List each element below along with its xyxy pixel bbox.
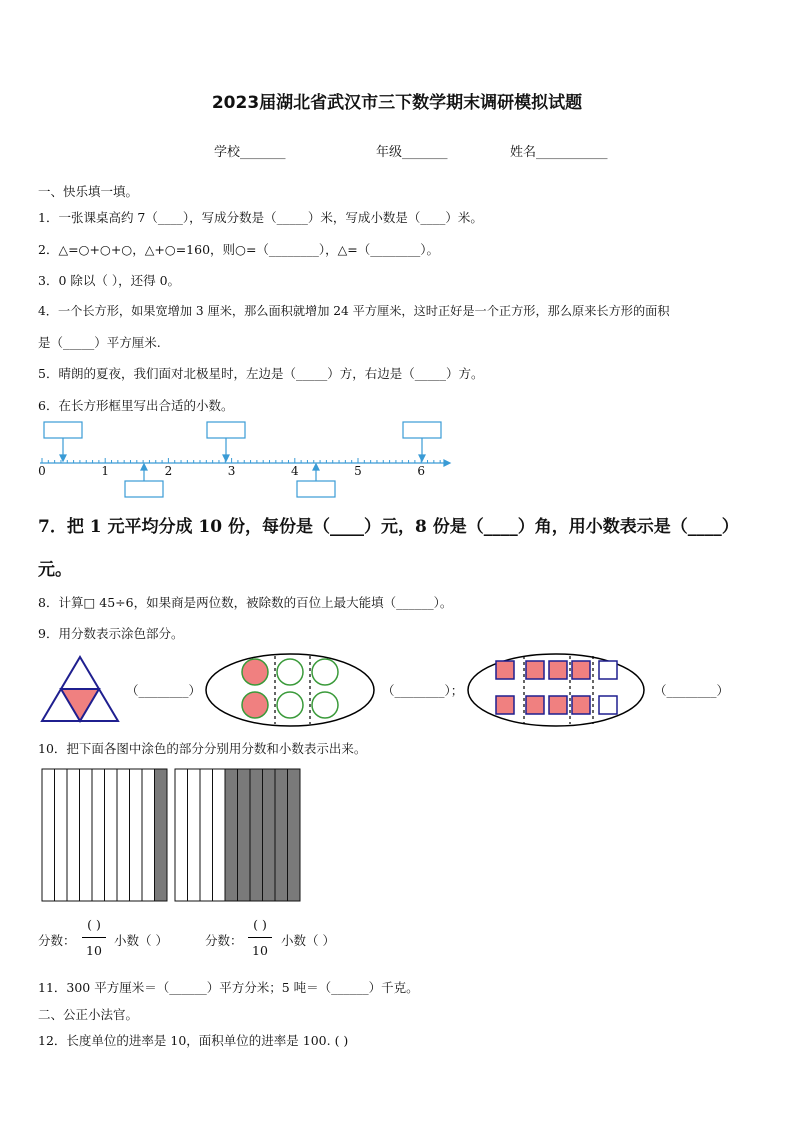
empty-circle [312,692,338,718]
answer-box[interactable] [125,481,163,497]
shaded-strip [288,769,301,901]
answer-box[interactable] [207,422,245,438]
shaded-strip [238,769,251,901]
answer-box[interactable] [297,481,335,497]
empty-strip [105,769,118,901]
section-1-heading: 一、快乐填一填。 [38,184,139,199]
fraction-bar-1 [82,937,106,938]
empty-strip [80,769,93,901]
arrow-head [223,455,229,461]
question-4-line-2: 是（_____）平方厘米. [38,335,161,350]
question-4-line-1: 4．一个长方形，如果宽增加 3 厘米，那么面积就增加 24 平方厘米，这时正好是一个正方形，那么原来长方形的面积 [38,304,670,318]
empty-circle [277,692,303,718]
answer-box[interactable] [403,422,441,438]
empty-strip [175,769,188,901]
shaded-strip [225,769,238,901]
section-2-heading: 二、公正小法官。 [38,1007,139,1022]
fraction-denominator-1: 10 [86,943,102,958]
empty-strip [213,769,226,901]
arrow-head [313,464,319,470]
shaded-circle [242,692,268,718]
empty-strip [130,769,143,901]
shaded-strip [275,769,288,901]
tick-label: 4 [290,464,299,478]
fraction-label-1: 分数： [38,933,76,948]
fraction-denominator-2: 10 [252,943,268,958]
question-10: 10．把下面各图中涂色的部分分别用分数和小数表示出来。 [38,741,367,756]
q9-blank-2[interactable]: （________）； [382,683,464,698]
q9-blank-1[interactable]: （________） [126,683,202,698]
shaded-circle [242,659,268,685]
fraction-label-2: 分数： [205,933,243,948]
empty-strip [142,769,155,901]
empty-strip [67,769,80,901]
empty-strip [200,769,213,901]
question-12: 12．长度单位的进率是 10，面积单位的进率是 100. ( ) [38,1033,349,1048]
empty-strip [55,769,68,901]
question-1: 1．一张课桌高约 7（____），写成分数是（_____）米，写成小数是（____）米。 [38,210,483,225]
empty-circle [277,659,303,685]
question-3: 3．0 除以（ ），还得 0。 [38,273,181,288]
tick-label: 2 [164,464,173,478]
shaded-strip [250,769,263,901]
shaded-strip [155,769,168,901]
arrow-head [419,455,425,461]
question-5: 5．晴朗的夏夜，我们面对北极星时，左边是（_____）方，右边是（_____）方。 [38,366,484,381]
fraction-numerator-1[interactable]: ( ) [87,917,101,932]
tick-label: 5 [354,464,362,478]
tick-label: 0 [38,464,46,478]
q9-blank-3[interactable]: （________） [654,683,730,698]
empty-strip [92,769,105,901]
decimal-answer-2[interactable]: 小数（ ） [281,933,335,948]
question-11: 11．300 平方厘米＝（______）平方分米；5 吨＝（______）千克。 [38,980,419,995]
name-field: 姓名___________ [510,145,608,160]
axis-arrow [444,460,450,466]
triangle-figure [40,655,120,723]
fraction-bar-2 [248,937,272,938]
question-6: 6．在长方形框里写出合适的小数。 [38,398,234,413]
tick-label: 3 [227,464,236,478]
strip-figure-2 [174,768,302,902]
question-7-line-2: 元。 [38,560,72,580]
school-field: 学校_______ [214,145,286,160]
shaded-strip [263,769,276,901]
empty-circle [312,659,338,685]
question-8: 8．计算□ 45÷6，如果商是两位数，被除数的百位上最大能填（______）。 [38,595,453,610]
question-9: 9．用分数表示涂色部分。 [38,626,184,641]
page-title: 2023届湖北省武汉市三下数学期末调研模拟试题 [211,93,583,113]
empty-strip [188,769,201,901]
answer-box[interactable] [44,422,82,438]
empty-strip [42,769,55,901]
grade-field: 年级_______ [376,145,448,160]
arrow-head [141,464,147,470]
fraction-numerator-2[interactable]: ( ) [253,917,267,932]
strip-figure-1 [41,768,169,902]
tick-label: 1 [101,464,110,478]
question-7-line-1: 7．把 1 元平均分成 10 份，每份是（____）元，8 份是（____）角，用小数表示是（____） [38,517,739,537]
number-line [0,415,794,505]
decimal-answer-1[interactable]: 小数（ ） [114,933,168,948]
question-2: 2．△=○+○+○，△+○=160，则○=（________），△=（________）。 [38,242,440,257]
empty-strip [117,769,130,901]
ellipse-squares-figure [466,652,646,728]
ellipse-circles-figure [204,652,376,728]
tick-label: 6 [417,464,426,478]
